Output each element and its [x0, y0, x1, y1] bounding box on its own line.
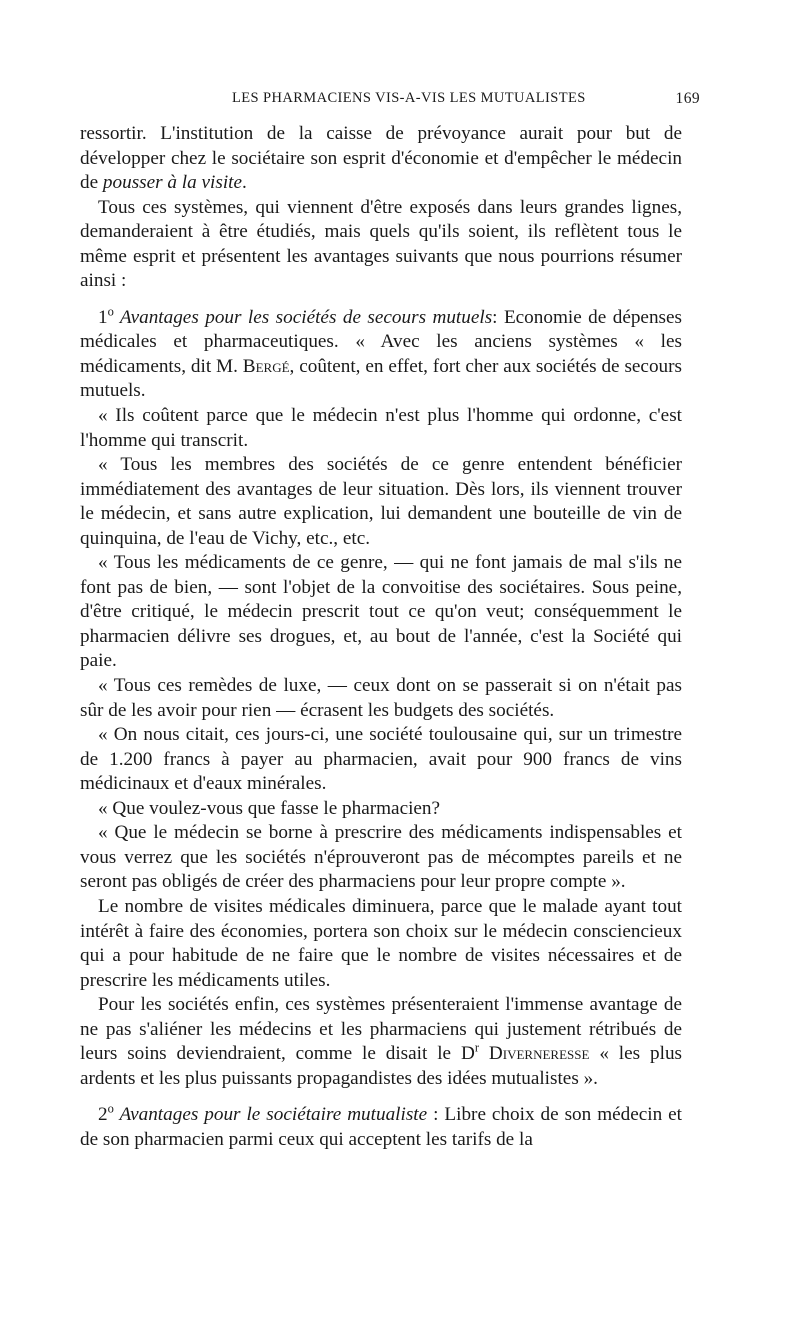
- page-number: 169: [675, 90, 700, 107]
- section-number: 1: [98, 306, 108, 328]
- running-title: LES PHARMACIENS VIS-A-VIS LES MUTUALISTES: [232, 90, 586, 106]
- quote-paragraph: « On nous citait, ces jours-ci, une société toulousaine qui, sur un trimestre de 1.200 francs à payer au pharmacien, avait pour 900 francs de vins médicinaux et d'eaux minérales.: [80, 724, 682, 795]
- quote-paragraph: « Tous ces remèdes de luxe, — ceux dont on se passerait si on n'était pas sûr de les avoir pour rien — écrasent les budgets des sociétés.: [80, 675, 682, 721]
- paragraph: Tous ces systèmes, qui viennent d'être exposés dans leurs grandes lignes, demanderaient à être étudiés, mais quels qu'ils soient, ils reflètent tous le même esprit et présentent les avantages suivants que nous pourrions résumer ainsi :: [80, 196, 682, 292]
- running-header: [80, 90, 700, 112]
- quote-paragraph: « Ils coûtent parce que le médecin n'est plus l'homme qui ordonne, c'est l'homme qui transcrit.: [80, 405, 682, 451]
- quote-paragraph: « Que voulez-vous que fasse le pharmacien?: [98, 797, 441, 819]
- quote-paragraph: « Tous les membres des sociétés de ce genre entendent bénéficier immédiatement des avantages de leur situation. Dès lors, ils viennent trouver le médecin, et sans autre explication, lui demandent une bouteille de vin de quinquina, de l'eau de Vichy, etc., etc.: [80, 454, 682, 549]
- section-number: 2: [98, 1104, 108, 1126]
- paragraph: Le nombre de visites médicales diminuera, parce que le malade ayant tout intérêt à faire des économies, portera son choix sur le médecin consciencieux qui a pour habitude de ne faire que le nombre de visites nécessaires et de prescrire les médicaments utiles.: [80, 895, 682, 991]
- body-text: [80, 122, 682, 1152]
- quote-paragraph: « Que le médecin se borne à prescrire des médicaments indispensables et vous verrez que les sociétés n'éprouveront pas de mécomptes pareils et ne seront pas obligés de créer des pharmaciens pour leur propre compte ».: [80, 822, 682, 893]
- section-heading: Avantages pour les sociétés de secours mutuels: [113, 306, 493, 328]
- paragraph: Pour les sociétés enfin, ces systèmes présenteraient l'immense avantage de ne pas s'aliéner les médecins et les pharmaciens qui justement rétribués de leurs soins deviendraient, comme le disait le $D^r$ Diverneresse « les plus ardents et les plus puissants propagandistes des idées mutualistes ».: [80, 994, 682, 1089]
- person-name: Diverneresse: [488, 1043, 590, 1065]
- emphasis: pousser à la visite: [102, 172, 243, 194]
- paragraph-continuation: ressortir. L'institution de la caisse de prévoyance aurait pour but de développer chez le sociétaire son esprit d'économie et d'empêcher le médecin de pousser à la visite.: [80, 123, 682, 194]
- section-heading: Avantages pour le sociétaire mutualiste: [113, 1104, 428, 1126]
- person-name: Bergé: [242, 355, 290, 377]
- quote-paragraph: « Tous les médicaments de ce genre, — qui ne font jamais de mal s'ils ne font pas de bien, — sont l'objet de la convoitise des sociétaires. Sous peine, d'être critiqué, le médecin prescrit tout ce qu'on veut; conséquemment le pharmacien délivre ses drogues, et, au bout de l'année, c'est la Société qui paie.: [80, 552, 682, 672]
- section-1-paragraph: 1$^o$ Avantages pour les sociétés de secours mutuels: Economie de dépenses médicales et pharmaceutiques. « Avec les anciens systèmes « les médicaments, dit M. Bergé, coûtent, en effet, fort cher aux sociétés de secours mutuels.: [80, 304, 682, 402]
- section-2-paragraph: 2$^o$ Avantages pour le sociétaire mutualiste : Libre choix de son médecin et de son pharmacien parmi ceux qui acceptent les tarifs de la: [80, 1101, 682, 1150]
